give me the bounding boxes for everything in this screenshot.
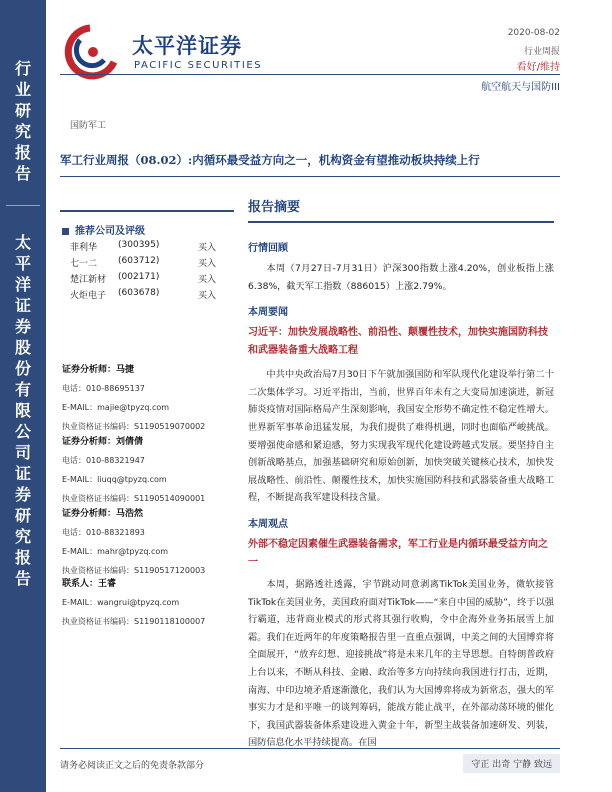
logo-chinese-name: 太平洋证券 [132,34,242,58]
market-review-heading: 行情回顾 [248,243,288,254]
analyst-name: 证券分析师：刘倩倩 [62,437,144,447]
rating-badge: 看好/维持 [516,62,560,73]
recommend-top-rule [60,210,234,212]
logo-mark-icon [60,22,126,82]
recommend-row [70,288,230,301]
sector-label: 航空航天与国防III [481,82,560,93]
market-review-text: 本周（7月27日-7月31日）沪深300指数上涨4.20%，创业板指上涨6.38%，截天军工指数（886015）上涨2.79%。 [248,263,554,292]
analyst-cert: 执业资格证书编码：S1190517120003 [62,566,206,575]
focus-heading: 本周要闻 [248,307,288,319]
view-paragraph: 本周，据路透社透露，宇节跳动同意剥离TikTok美国业务，微软接管TikTok在美国业务，美国政府面对TikTok——“来自中国的威胁”，终于以强行霸道，违背商业模式的形式将其强行收购，令中企海外业务拓展雪上加霜。我们在近两年的年度策略报告里一直重点强调，中美之间的大国博弈将全面展开，“放弃幻想、迎接挑战”将是未来几年的主导思想。自特朗普政府上台以来，不断从科技、金融、政治等多方向持续向我国进行打击，近期，南海、中印边境矛盾逐渐激化，我们认为大国博弈将成为新常态，强大的军事实力才是和平唯一的谈判筹码，能战方能止战平，在外部动荡环境的催化下，我国武器装备体系建设进入黄金十年，新型主战装备加速研发、列装，国防信息化水平持续提高。在国 [248,578,554,749]
bullet-icon [62,228,69,235]
analyst-email[interactable]: E-MAIL：liuqq@tpyzq.com [62,475,167,484]
summary-rule [248,221,554,223]
analyst-name: 证券分析师：马捷 [62,365,135,375]
analyst-email[interactable]: E-MAIL：majie@tpyzq.com [62,403,170,412]
view-heading: 本周观点 [248,518,288,530]
analyst-block [62,576,234,635]
page-title: 军工行业周报（08.02）:内循环最受益方向之一，机构资金有望推动板块持续上行 [60,153,480,167]
stock-code: (603678) [118,288,160,298]
analyst-block [62,506,234,584]
analyst-name: 联系人：王睿 [62,579,117,589]
company-name: 楚江新材 [70,275,107,285]
company-name: 菲利华 [70,243,98,253]
company-name: 火炬电子 [70,291,107,301]
sidebar-divider [6,205,40,206]
stock-rating: 买入 [198,291,217,301]
title-rule [60,176,560,177]
view-highlight: 外部不稳定因素催生武器装备需求，军工行业是内循环最受益方向之一 [248,538,548,568]
focus-paragraph: 中共中央政治局7月30日下午就加强国防和军队现代化建设举行第二十二次集体学习。习近平指出，当前，世界百年未有之大变局加速演进，新冠肺炎疫情对国际格局产生深刻影响，我国安全形势不确定性不稳定性增大。世界新军事革命迅猛发展，为我们提供了难得机遇，同时也面临严峻挑战。要增强使命感和紧迫感，努力实现我军现代化建设跨越式发展。要坚持自主创新战略基点，加强基础研究和原始创新，加快突破关键核心技术，加快发展战略性、前沿性、颠覆性技术，加快实施国防科技和武器装备重大战略工程，不断提高我军建设科技含量。 [248,369,554,504]
analyst-block [62,434,234,512]
analyst-cert: 执业资格证书编码：S1190118100007 [62,617,206,626]
recommend-row [70,240,230,253]
company-name: 七一二 [70,259,98,269]
report-date: 2020-08-02 [507,28,560,38]
sidebar-top-text: 行 业 研 究 报 告 [14,59,31,183]
focus-highlight: 习近平：加快发展战略性、前沿性、颠覆性技术，加快实施国防科技和武器装备重大战略工程 [248,327,548,357]
sidebar-bottom-text: 太 平 洋 证 券 股 份 有 限 公 司 证 券 研 究 报 告 [14,233,31,588]
footer-disclaimer: 请务必阅读正文之后的免责条款部分 [60,761,205,771]
analyst-email[interactable]: E-MAIL：wangrui@tpyzq.com [62,598,180,607]
stock-code: (603712) [118,256,160,266]
stock-rating: 买入 [198,243,217,253]
stock-rating: 买入 [198,259,217,269]
analyst-email[interactable]: E-MAIL：mahr@tpyzq.com [62,547,169,556]
recommend-row [70,256,230,269]
recommend-row [70,272,230,285]
analyst-phone: 电话：010-88321947 [62,456,145,465]
analyst-cert: 执业资格证书编码：S1190514090001 [62,494,206,503]
analyst-cert: 执业资格证书编码：S1190519070002 [62,422,206,431]
logo-english-name: PACIFIC SECURITIES [134,60,263,71]
stock-code: (002171) [118,272,160,282]
footer-motto: 守正 出奇 宁静 致远 [463,754,560,773]
recommend-heading [62,222,232,237]
analyst-block [62,362,234,440]
header-rule [60,74,560,75]
recommend-heading-text: 推荐公司及评级 [75,226,145,237]
category-label: 国防军工 [70,121,107,131]
report-type: 行业周报 [523,47,560,57]
analyst-phone: 电话：010-88695137 [62,384,145,393]
summary-heading: 报告摘要 [248,200,301,215]
company-logo [60,22,290,82]
stock-rating: 买入 [198,275,217,285]
stock-code: (300395) [118,240,160,250]
footer-rule [60,748,560,749]
analyst-phone: 电话：010-88321893 [62,528,145,537]
analyst-name: 证券分析师：马浩然 [62,509,144,519]
